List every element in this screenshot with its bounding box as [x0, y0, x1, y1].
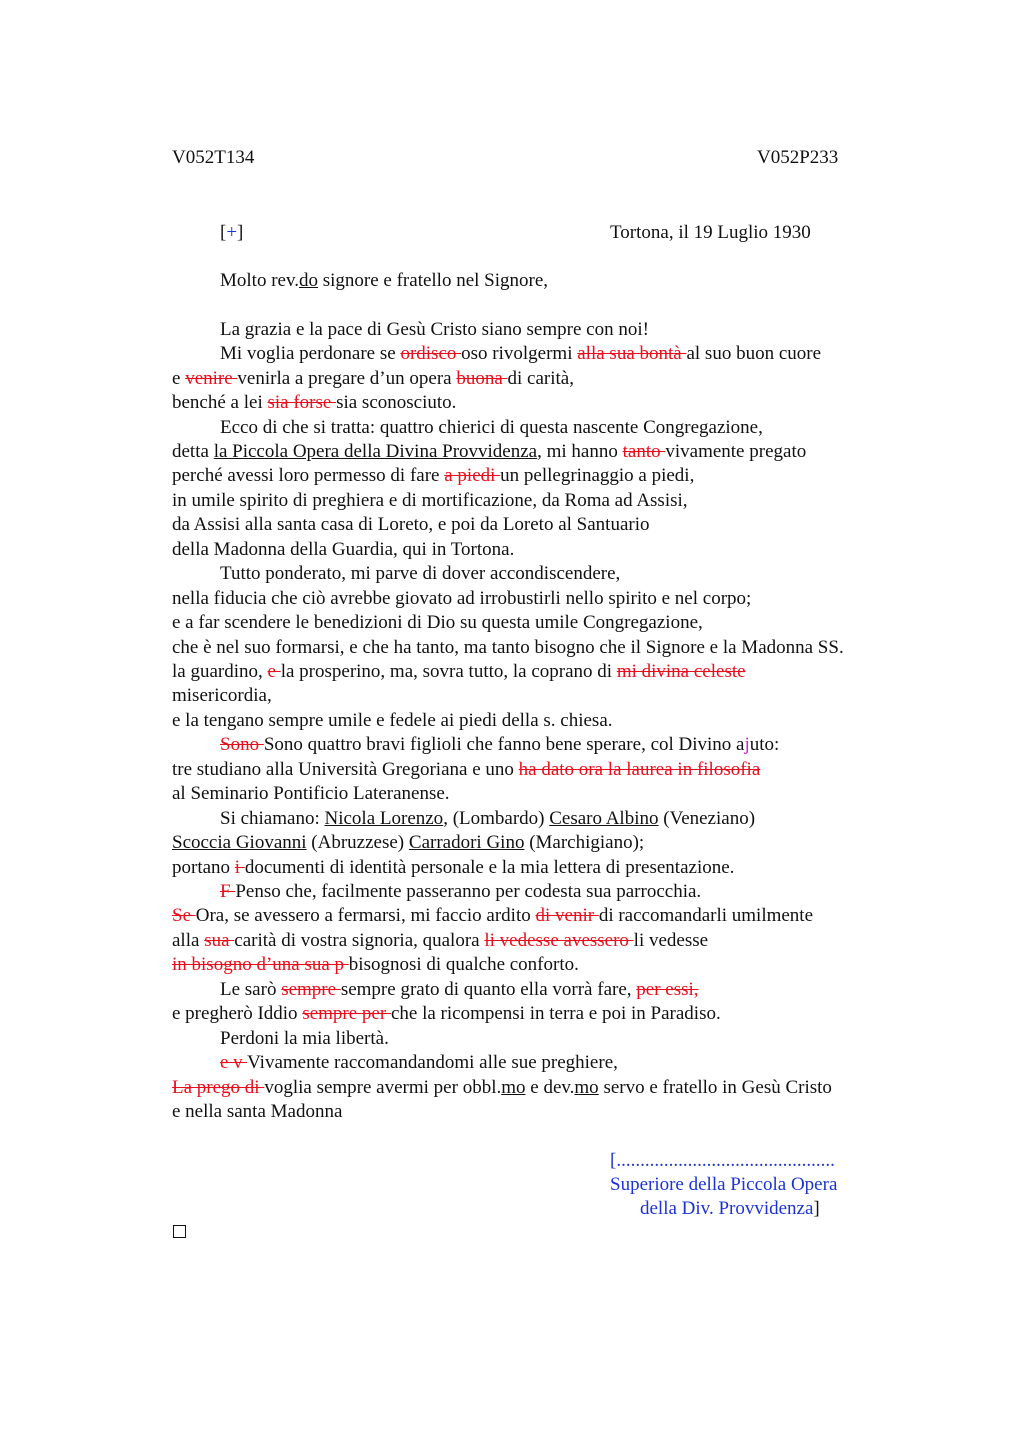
letter-line: e v Vivamente raccomandandomi alle sue preghiere,: [220, 1052, 618, 1073]
signature-dots: [..............................................: [610, 1150, 835, 1171]
letter-line: in umile spirito di preghiera e di mortificazione, da Roma ad Assisi,: [172, 490, 688, 511]
letter-line: Tutto ponderato, mi parve di dover accondiscendere,: [220, 563, 621, 584]
letter-line: in bisogno d’una sua p bisognosi di qualche conforto.: [172, 954, 579, 975]
signature-subtitle: della Div. Provvidenza]: [640, 1198, 820, 1219]
letter-line: Sono Sono quattro bravi figlioli che fanno bene sperare, col Divino ajuto:: [220, 734, 780, 755]
salutation: Molto rev.do signore e fratello nel Signore,: [220, 270, 549, 291]
letter-line: e pregherò Iddio sempre per che la ricompensi in terra e poi in Paradiso.: [172, 1003, 721, 1024]
letter-line: Si chiamano: Nicola Lorenzo, (Lombardo) Cesaro Albino (Veneziano): [220, 808, 756, 829]
letter-line: e a far scendere le benedizioni di Dio su questa umile Congregazione,: [172, 612, 703, 633]
letter-line: Mi voglia perdonare se ordisco oso rivolgermi alla sua bontà al suo buon cuore: [220, 343, 822, 364]
letter-line: alla sua carità di vostra signoria, qualora li vedesse avessero li vedesse: [172, 930, 709, 951]
signature-title: Superiore della Piccola Opera: [610, 1174, 838, 1195]
letter-line: e venire venirla a pregare d’un opera buona di carità,: [172, 368, 574, 389]
letter-line: della Madonna della Guardia, qui in Tortona.: [172, 539, 515, 560]
letter-line: la guardino, e la prosperino, ma, sovra tutto, la coprano di mi divina celeste: [172, 661, 746, 682]
letter-line: Se Ora, se avessero a fermarsi, mi faccio ardito di venir di raccomandarli umilmente: [172, 905, 814, 926]
end-square-icon: [173, 1225, 186, 1238]
document-code-right: V052P233: [757, 147, 839, 168]
letter-line: F Penso che, facilmente passeranno per codesta sua parrocchia.: [220, 881, 702, 902]
letter-line: e nella santa Madonna: [172, 1101, 343, 1122]
letter-line: che è nel suo formarsi, e che ha tanto, ma tanto bisogno che il Signore e la Madonna SS.: [172, 637, 844, 658]
document-code-left: V052T134: [172, 147, 255, 168]
place-date: Tortona, il 19 Luglio 1930: [610, 222, 811, 243]
letter-line: nella fiducia che ciò avrebbe giovato ad irrobustirli nello spirito e nel corpo;: [172, 588, 752, 609]
letter-line: al Seminario Pontificio Lateranense.: [172, 783, 450, 804]
letter-line: da Assisi alla santa casa di Loreto, e poi da Loreto al Santuario: [172, 514, 650, 535]
letter-line: Perdoni la mia libertà.: [220, 1028, 389, 1049]
letter-line: tre studiano alla Università Gregoriana e uno ha dato ora la laurea in filosofia: [172, 759, 761, 780]
letter-line: portano i documenti di identità personale e la mia lettera di presentazione.: [172, 857, 735, 878]
letter-line: La prego di voglia sempre avermi per obbl.mo e dev.mo servo e fratello in Gesù Cristo: [172, 1077, 832, 1098]
cross-mark: [+]: [220, 222, 244, 243]
letter-line: Le sarò sempre sempre grato di quanto ella vorrà fare, per essi,: [220, 979, 699, 1000]
letter-line: misericordia,: [172, 685, 272, 706]
letter-line: benché a lei sia forse sia sconosciuto.: [172, 392, 457, 413]
letter-line: Ecco di che si tratta: quattro chierici di questa nascente Congregazione,: [220, 417, 763, 438]
cross-icon: +: [226, 222, 238, 243]
letter-line: e la tengano sempre umile e fedele ai piedi della s. chiesa.: [172, 710, 613, 731]
letter-line: Scoccia Giovanni (Abruzzese) Carradori Gino (Marchigiano);: [172, 832, 645, 853]
letter-line: perché avessi loro permesso di fare a piedi un pellegrinaggio a piedi,: [172, 465, 695, 486]
letter-line: detta la Piccola Opera della Divina Provvidenza, mi hanno tanto vivamente pregato: [172, 441, 807, 462]
letter-line: La grazia e la pace di Gesù Cristo siano sempre con noi!: [220, 319, 649, 340]
